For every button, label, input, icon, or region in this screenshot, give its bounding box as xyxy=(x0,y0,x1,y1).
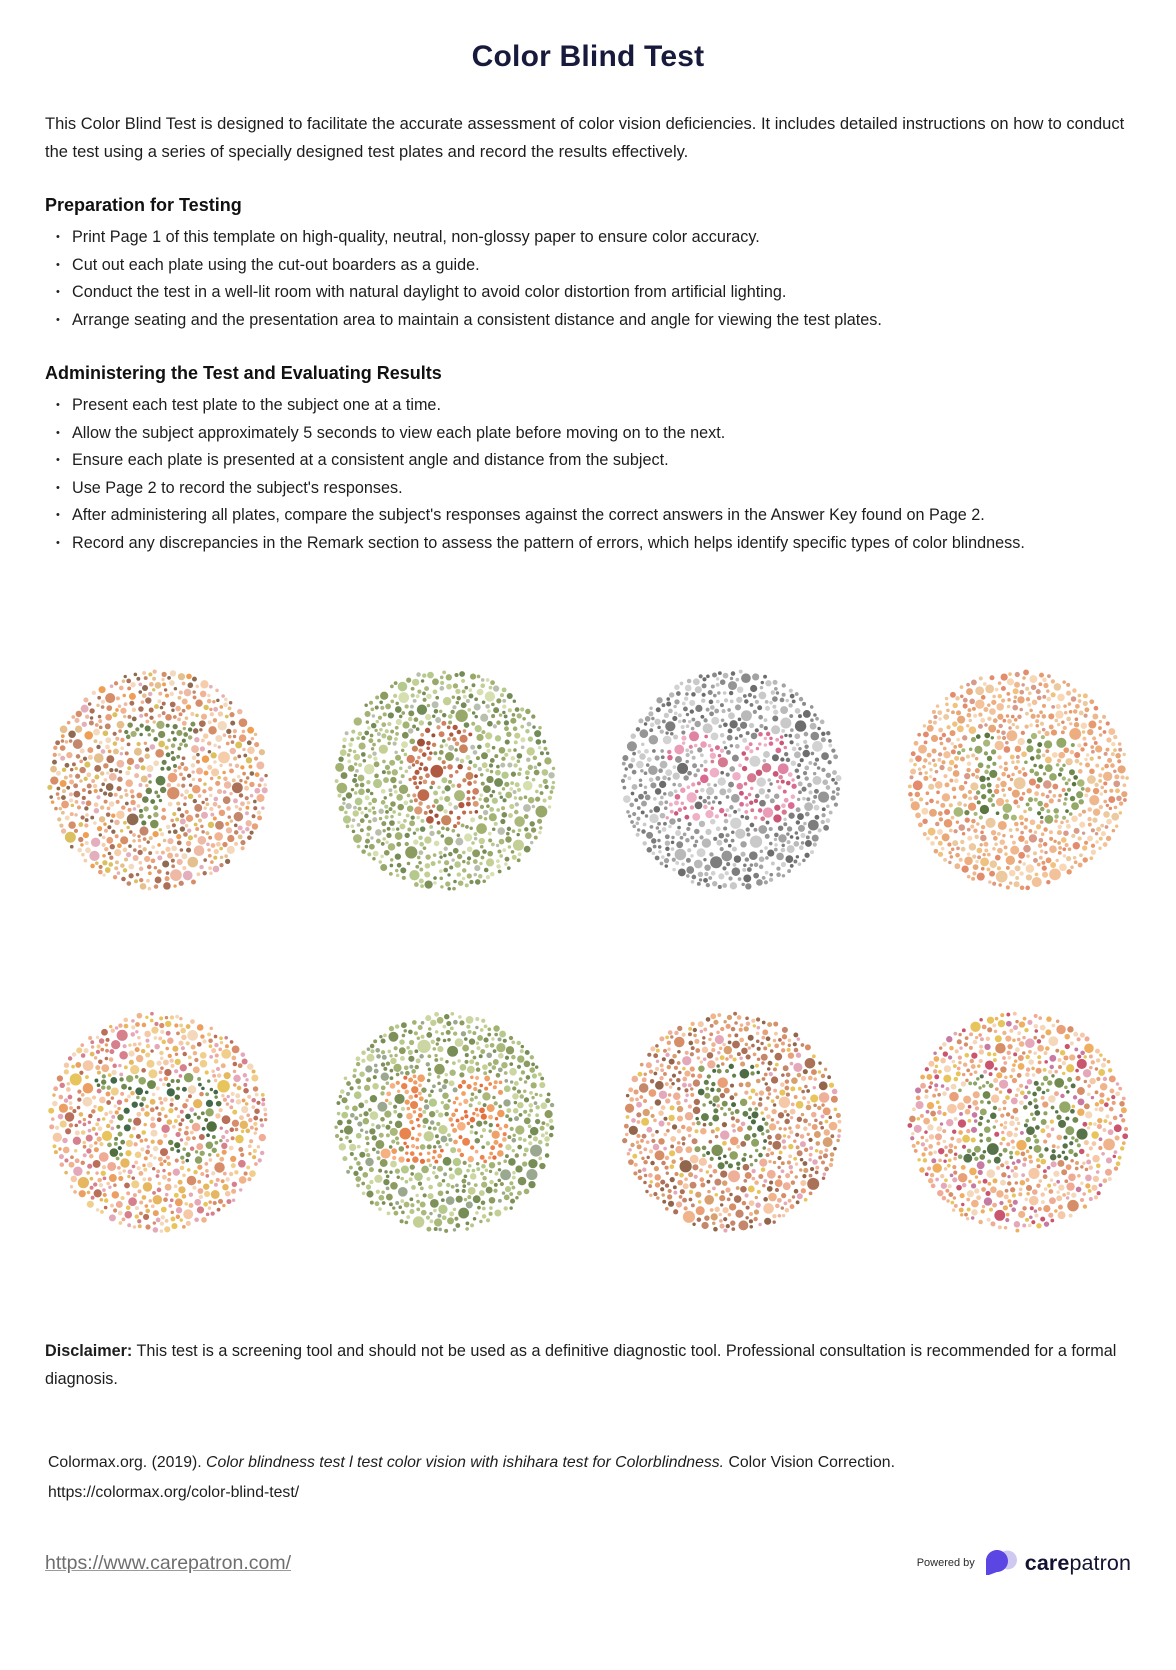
bullet-item: • After administering all plates, compare the subject's responses against the correct answers in the Answer Key found on Page 2. xyxy=(45,502,1131,530)
powered-by-group xyxy=(917,1548,1131,1578)
bullet-item: • Record any discrepancies in the Remark section to assess the pattern of errors, which helps identify specific types of color blindness. xyxy=(45,530,1131,558)
bullet-item: • Print Page 1 of this template on high-quality, neutral, non-glossy paper to ensure color accuracy. xyxy=(45,224,1131,252)
bullet-item: • Conduct the test in a well-lit room with natural daylight to avoid color distortion from artificial lighting. xyxy=(45,279,1131,307)
disclaimer xyxy=(45,1337,1131,1393)
bullet-item: • Ensure each plate is presented at a consistent angle and distance from the subject. xyxy=(45,447,1131,475)
document-page xyxy=(0,40,1176,1578)
administering-bullet-list xyxy=(45,392,1131,557)
citation xyxy=(45,1448,1131,1508)
bullet-item: • Cut out each plate using the cut-out boarders as a guide. xyxy=(45,252,1131,280)
carepatron-site-link[interactable]: https://www.carepatron.com/ xyxy=(45,1551,292,1574)
citation-url: https://colormax.org/color-blind-test/ xyxy=(48,1484,300,1501)
page-title: Color Blind Test xyxy=(471,40,705,73)
ishihara-plate-2 xyxy=(332,667,558,893)
brand-wordmark-bold: care xyxy=(1024,1550,1070,1575)
citation-title: Color blindness test l test color vision with ishihara test for Colorblindness. xyxy=(206,1454,725,1471)
brand-wordmark xyxy=(1025,1551,1131,1576)
ishihara-plate-6 xyxy=(332,1009,558,1235)
disclaimer-label: Disclaimer: xyxy=(45,1342,133,1360)
carepatron-logo-icon xyxy=(982,1548,1018,1578)
ishihara-plate-3 xyxy=(618,667,844,893)
bullet-item: • Allow the subject approximately 5 seconds to view each plate before moving on to the next. xyxy=(45,420,1131,448)
citation-suffix: Color Vision Correction. xyxy=(724,1454,895,1471)
ishihara-plate-4 xyxy=(905,667,1131,893)
page-footer xyxy=(45,1548,1131,1578)
powered-by-label: Powered by xyxy=(916,1557,975,1569)
ishihara-plate-8 xyxy=(905,1009,1131,1235)
plate-row-2 xyxy=(45,1009,1131,1235)
plate-row-1 xyxy=(45,667,1131,893)
section-heading-administering: Administering the Test and Evaluating Results xyxy=(45,363,442,383)
ishihara-plates-grid xyxy=(45,667,1131,1235)
bullet-item: • Arrange seating and the presentation area to maintain a consistent distance and angle for viewing the test plates. xyxy=(45,307,1131,335)
disclaimer-text: This test is a screening tool and should not be used as a definitive diagnostic tool. Professional consultation is recommended for a formal diagnosis. xyxy=(45,1342,1117,1388)
brand-wordmark-regular: patron xyxy=(1069,1550,1131,1575)
bullet-item: • Use Page 2 to record the subject's responses. xyxy=(45,475,1131,503)
ishihara-plate-1 xyxy=(45,667,271,893)
ishihara-plate-7 xyxy=(618,1009,844,1235)
preparation-bullet-list xyxy=(45,224,1131,334)
ishihara-plate-5 xyxy=(45,1009,271,1235)
bullet-item: • Present each test plate to the subject one at a time. xyxy=(45,392,1131,420)
citation-text xyxy=(48,1448,1131,1478)
section-heading-preparation: Preparation for Testing xyxy=(45,195,242,215)
citation-prefix: Colormax.org. (2019). xyxy=(48,1454,207,1471)
intro-text: This Color Blind Test is designed to facilitate the accurate assessment of color vision deficiencies. It includes detailed instructions on how to conduct the test using a series of specially designed test plates and record the results effectively. xyxy=(45,115,1125,161)
